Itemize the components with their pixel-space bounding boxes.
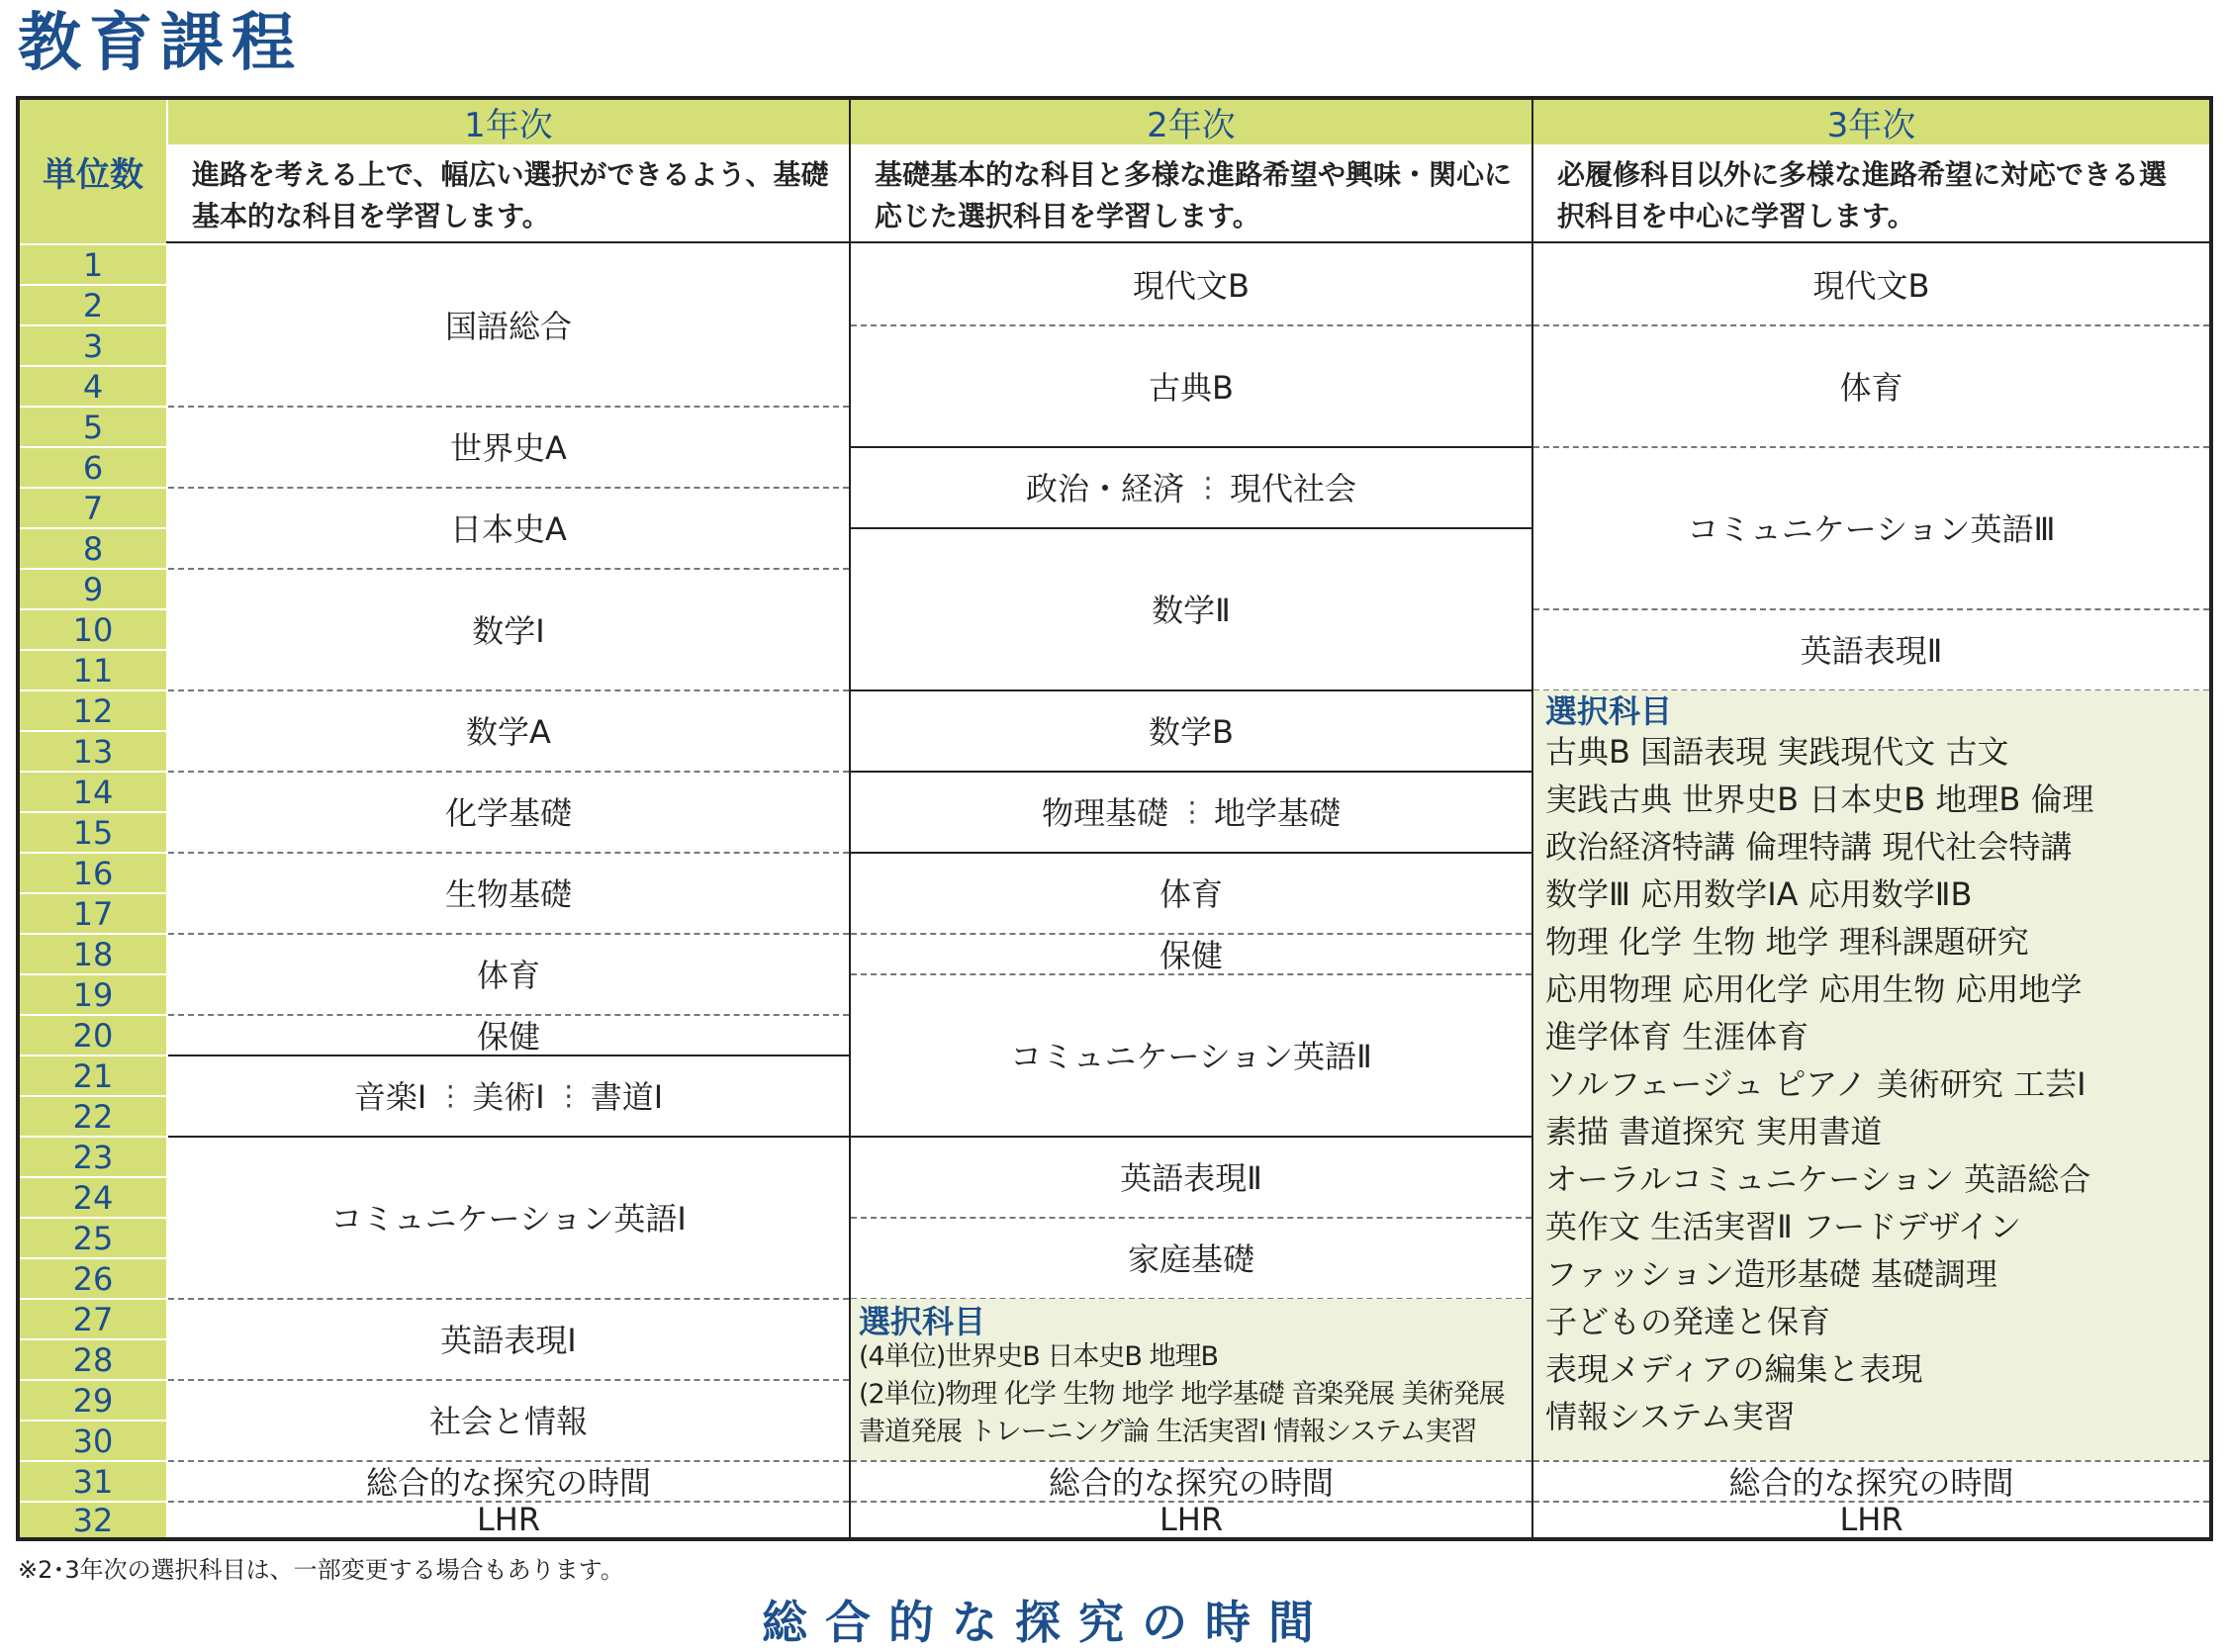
unit-number: 5 xyxy=(20,406,166,446)
subject-comm-english-3: コミュニケーション英語Ⅲ xyxy=(1687,510,2056,548)
subject-lhr: LHR xyxy=(1839,1500,1903,1538)
elective-line: 実践古典 世界史B 日本史B 地理B 倫理 xyxy=(1545,780,2094,818)
elective-line: ソルフェージュ ピアノ 美術研究 工芸Ⅰ xyxy=(1545,1065,2087,1103)
unit-number: 2 xyxy=(20,284,166,324)
elective-line: 数学Ⅲ 応用数学ⅠA 応用数学ⅡB xyxy=(1545,875,1973,913)
unit-number: 32 xyxy=(20,1501,166,1537)
subject-lhr: LHR xyxy=(476,1500,541,1538)
option-separator: ⋮ xyxy=(1194,470,1220,504)
curriculum-table xyxy=(16,96,2213,1541)
unit-number: 29 xyxy=(20,1379,166,1420)
unit-number: 23 xyxy=(20,1136,166,1176)
unit-number: 6 xyxy=(20,446,166,487)
unit-number: 10 xyxy=(20,608,166,649)
subject-art-1: 美術Ⅰ xyxy=(472,1078,545,1116)
subject-modern-society: 現代社会 xyxy=(1230,470,1357,507)
subject-civics xyxy=(851,446,1531,527)
page-title: 教育課程 xyxy=(18,7,303,80)
subject-pe: 体育 xyxy=(1839,368,1903,407)
subject-pe: 体育 xyxy=(1159,875,1223,913)
subject-pe: 体育 xyxy=(476,957,540,994)
unit-number: 17 xyxy=(20,892,166,933)
subject-chem-basic: 化学基礎 xyxy=(444,794,572,832)
elective-line: 英作文 生活実習Ⅱ フードデザイン xyxy=(1545,1208,2021,1245)
subject-calligraphy-1: 書道Ⅰ xyxy=(590,1078,664,1116)
unit-number: 16 xyxy=(20,852,166,892)
year3-header: 3年次 xyxy=(1533,100,2209,146)
subject-inquiry: 総合的な探究の時間 xyxy=(1728,1463,2014,1502)
unit-number: 9 xyxy=(20,568,166,608)
elective-title: 選択科目 xyxy=(859,1303,986,1340)
unit-number: 1 xyxy=(20,243,166,284)
next-section-heading: 総合的な探究の時間 xyxy=(762,1596,1332,1649)
year3-description: 必履修科目以外に多様な進路希望に対応できる選択科目を中心に学習します。 xyxy=(1557,158,2168,232)
unit-number: 4 xyxy=(20,365,166,406)
elective-line: ファッション造形基礎 基礎調理 xyxy=(1545,1255,1997,1293)
subject-english-expression-1: 英語表現Ⅰ xyxy=(440,1322,577,1359)
year2-description: 基礎基本的な科目と多様な進路希望や興味・関心に応じた選択科目を学習します。 xyxy=(875,158,1513,232)
unit-header: 単位数 xyxy=(43,155,143,195)
subject-home-economics: 家庭基礎 xyxy=(1127,1240,1254,1278)
unit-number: 22 xyxy=(20,1095,166,1136)
subject-gendaibun-b: 現代文B xyxy=(1812,267,1930,305)
unit-number: 11 xyxy=(20,649,166,689)
subject-inquiry: 総合的な探究の時間 xyxy=(365,1463,651,1502)
option-separator: ⋮ xyxy=(554,1078,581,1112)
subject-physics-basic: 物理基礎 xyxy=(1041,794,1168,832)
subject-sekaishi-a: 世界史A xyxy=(450,429,567,467)
unit-number: 21 xyxy=(20,1055,166,1095)
year1-header: 1年次 xyxy=(168,100,849,146)
year3-electives xyxy=(1533,690,2209,1460)
unit-number: 30 xyxy=(20,1420,166,1460)
unit-number: 28 xyxy=(20,1338,166,1379)
subject-english-expression-2: 英語表現Ⅱ xyxy=(1120,1159,1262,1197)
subject-english-expression-2: 英語表現Ⅱ xyxy=(1800,632,1943,670)
elective-line: (2単位)物理 化学 生物 地学 地学基礎 音楽発展 美術発展 xyxy=(859,1379,1505,1410)
unit-number: 7 xyxy=(20,487,166,527)
unit-number: 24 xyxy=(20,1176,166,1217)
unit-number: 15 xyxy=(20,811,166,852)
elective-line: 情報システム実習 xyxy=(1545,1398,1796,1435)
elective-line: 進学体育 生涯体育 xyxy=(1545,1018,1809,1055)
unit-number: 3 xyxy=(20,324,166,365)
subject-arts xyxy=(168,1055,849,1136)
option-separator: ⋮ xyxy=(436,1078,463,1112)
unit-number: 14 xyxy=(20,771,166,811)
elective-line: 古典B 国語表現 実践現代文 古文 xyxy=(1545,733,2009,771)
unit-number: 12 xyxy=(20,689,166,730)
subject-society-info: 社会と情報 xyxy=(428,1403,588,1440)
unit-number: 13 xyxy=(20,730,166,771)
subject-music-1: 音楽Ⅰ xyxy=(353,1078,427,1116)
unit-number: 19 xyxy=(20,973,166,1014)
year2-electives xyxy=(851,1299,1531,1460)
subject-koten-b: 古典B xyxy=(1149,368,1234,407)
subject-comm-english-1: コミュニケーション英語Ⅰ xyxy=(330,1200,687,1238)
subject-inquiry: 総合的な探究の時間 xyxy=(1048,1463,1334,1502)
elective-line: 素描 書道探究 実用書道 xyxy=(1545,1113,1883,1150)
subject-lhr: LHR xyxy=(1159,1500,1224,1538)
elective-title: 選択科目 xyxy=(1545,692,1673,730)
unit-number: 26 xyxy=(20,1257,166,1298)
unit-column xyxy=(20,100,166,1537)
elective-line: 応用物理 応用化学 応用生物 応用地学 xyxy=(1545,970,2083,1008)
year1-description: 進路を考える上で、幅広い選択ができるよう、基礎基本的な科目を学習します。 xyxy=(192,158,829,232)
option-separator: ⋮ xyxy=(1178,794,1204,828)
elective-line: オーラルコミュニケーション 英語総合 xyxy=(1545,1160,2091,1198)
subject-kokugo-sogo: 国語総合 xyxy=(444,308,572,345)
subject-comm-english-2: コミュニケーション英語Ⅱ xyxy=(1010,1038,1372,1075)
unit-number: 20 xyxy=(20,1014,166,1055)
subject-nihonshi-a: 日本史A xyxy=(450,510,567,548)
elective-line: (4単位)世界史B 日本史B 地理B xyxy=(859,1341,1218,1372)
footnote: ※2･3年次の選択科目は、一部変更する場合もあります。 xyxy=(18,1556,624,1584)
unit-number: 27 xyxy=(20,1298,166,1338)
subject-bio-basic: 生物基礎 xyxy=(444,875,572,913)
subject-math-a: 数学A xyxy=(466,713,551,751)
elective-line: 書道発展 トレーニング論 生活実習Ⅰ 情報システム実習 xyxy=(859,1417,1477,1447)
unit-number: 31 xyxy=(20,1460,166,1501)
subject-earth-science-basic: 地学基礎 xyxy=(1214,794,1342,832)
elective-line: 表現メディアの編集と表現 xyxy=(1545,1350,1923,1388)
subject-science-basic xyxy=(851,771,1531,852)
subject-math-2: 数学Ⅱ xyxy=(1152,592,1231,629)
unit-number: 8 xyxy=(20,527,166,568)
subject-health: 保健 xyxy=(1159,936,1223,974)
elective-list xyxy=(1545,728,2199,1440)
unit-number: 25 xyxy=(20,1217,166,1257)
unit-number: 18 xyxy=(20,933,166,973)
elective-line: 政治経済特講 倫理特講 現代社会特講 xyxy=(1545,828,2073,866)
subject-math-b: 数学B xyxy=(1149,713,1234,751)
subject-math-1: 数学Ⅰ xyxy=(472,611,545,650)
subject-health: 保健 xyxy=(476,1017,540,1055)
elective-line: 物理 化学 生物 地学 理科課題研究 xyxy=(1545,923,2029,961)
subject-politics-economics: 政治・経済 xyxy=(1025,470,1184,507)
year2-header: 2年次 xyxy=(851,100,1531,146)
subject-gendaibun-b: 現代文B xyxy=(1133,267,1250,305)
elective-line: 子どもの発達と保育 xyxy=(1545,1303,1831,1340)
